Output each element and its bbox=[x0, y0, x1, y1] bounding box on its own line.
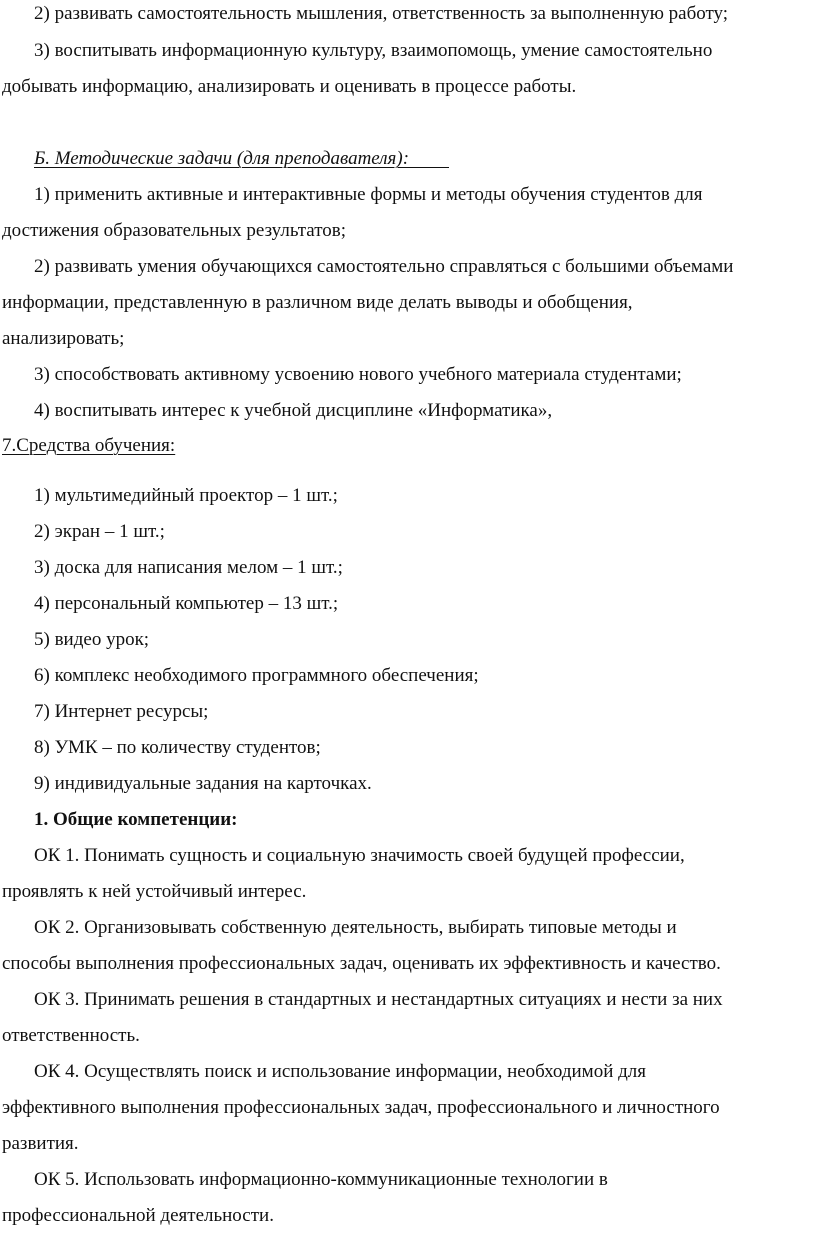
competency-ok4: ОК 4. Осуществлять поиск и использование информации, необходимой для bbox=[34, 1061, 647, 1082]
learning-goal-item-3: 3) воспитывать информационную культуру, взаимопомощь, умение самостоятельно bbox=[34, 40, 713, 61]
means-item: 3) доска для написания мелом – 1 шт.; bbox=[34, 557, 343, 578]
competency-ok4-cont: эффективного выполнения профессиональных задач, профессионального и личностного bbox=[2, 1097, 720, 1118]
means-item: 9) индивидуальные задания на карточках. bbox=[34, 773, 372, 794]
competency-ok5-cont: профессиональной деятельности. bbox=[2, 1205, 274, 1226]
means-item: 8) УМК – по количеству студентов; bbox=[34, 737, 321, 758]
methodical-item-2-cont: информации, представленную в различном виде делать выводы и обобщения, bbox=[2, 292, 633, 313]
methodical-tasks-heading bbox=[34, 147, 449, 171]
competency-ok3-cont: ответственность. bbox=[2, 1025, 140, 1046]
learning-goal-item-2: 2) развивать самостоятельность мышления, ответственность за выполненную работу; bbox=[34, 3, 729, 24]
methodical-item-1-cont: достижения образовательных результатов; bbox=[2, 220, 347, 241]
competencies-heading: 1. Общие компетенции: bbox=[34, 809, 238, 830]
competency-ok3: ОК 3. Принимать решения в стандартных и нестандартных ситуациях и нести за них bbox=[34, 989, 723, 1010]
methodical-item-1: 1) применить активные и интерактивные формы и методы обучения студентов для bbox=[34, 184, 703, 205]
methodical-tasks-heading-text: Б. Методические задачи (для преподавателя): bbox=[34, 148, 410, 169]
methodical-item-3: 3) способствовать активному усвоению нового учебного материала студентами; bbox=[34, 364, 682, 385]
learning-goal-item-3-cont: добывать информацию, анализировать и оценивать в процессе работы. bbox=[2, 76, 577, 97]
methodical-item-2: 2) развивать умения обучающихся самостоятельно справляться с большими объемами bbox=[34, 256, 734, 277]
means-heading: 7.Средства обучения: bbox=[2, 435, 176, 456]
competency-ok1-cont: проявлять к ней устойчивый интерес. bbox=[2, 881, 307, 902]
means-item: 7) Интернет ресурсы; bbox=[34, 701, 209, 722]
competency-ok1: ОК 1. Понимать сущность и социальную значимость своей будущей профессии, bbox=[34, 845, 685, 866]
means-item: 6) комплекс необходимого программного обеспечения; bbox=[34, 665, 479, 686]
means-item: 4) персональный компьютер – 13 шт.; bbox=[34, 593, 339, 614]
heading-underline-tail bbox=[409, 166, 449, 168]
means-item: 5) видео урок; bbox=[34, 629, 150, 650]
methodical-item-4: 4) воспитывать интерес к учебной дисциплине «Информатика», bbox=[34, 400, 553, 421]
competency-ok4-cont2: развития. bbox=[2, 1133, 79, 1154]
competency-ok5: ОК 5. Использовать информационно-коммуникационные технологии в bbox=[34, 1169, 608, 1190]
competency-ok2-cont: способы выполнения профессиональных задач, оценивать их эффективность и качество. bbox=[2, 953, 721, 974]
methodical-item-2-cont2: анализировать; bbox=[2, 328, 125, 349]
competency-ok2: ОК 2. Организовывать собственную деятельность, выбирать типовые методы и bbox=[34, 917, 677, 938]
means-item: 2) экран – 1 шт.; bbox=[34, 521, 165, 542]
means-item: 1) мультимедийный проектор – 1 шт.; bbox=[34, 485, 338, 506]
